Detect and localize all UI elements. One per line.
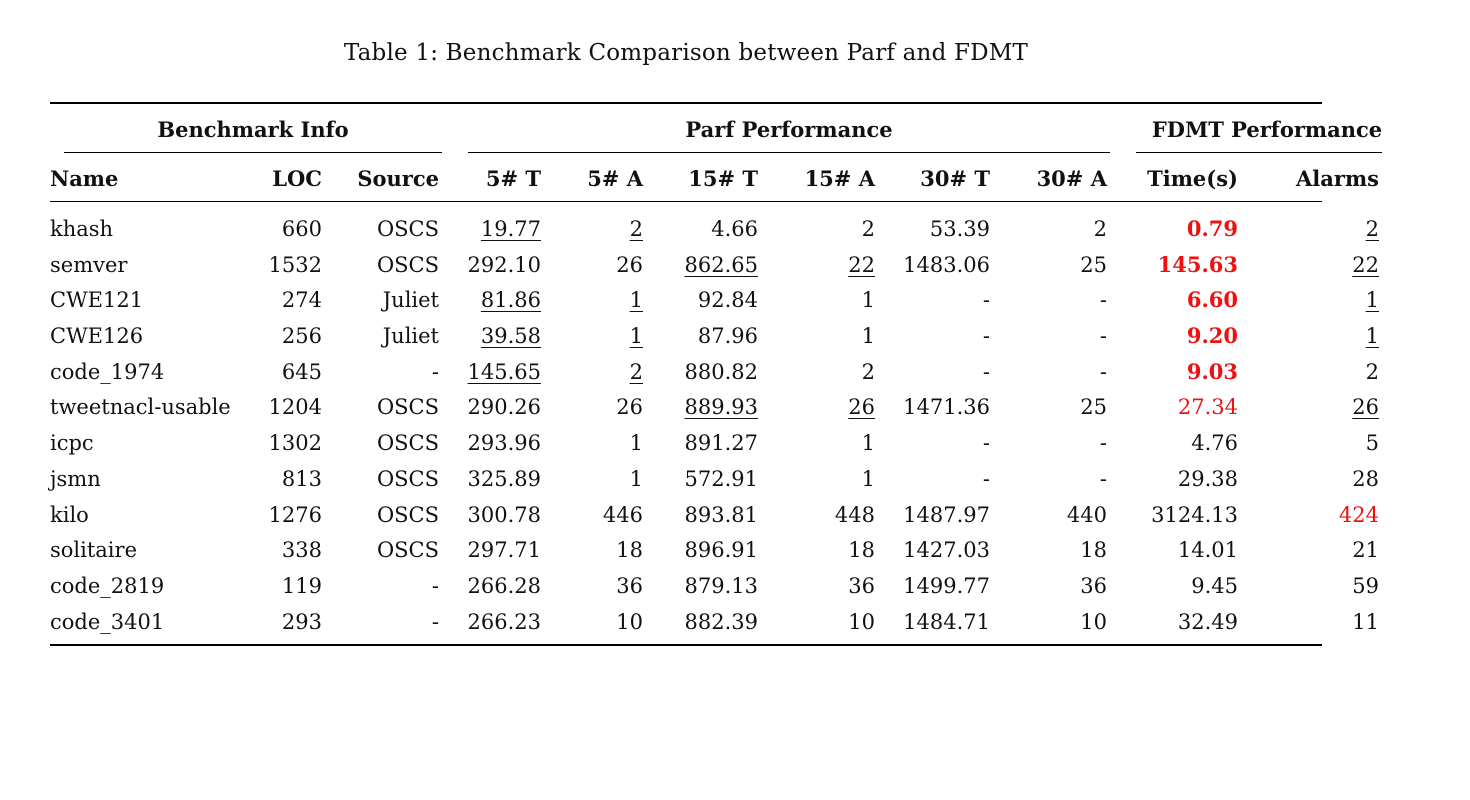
cell-15a xyxy=(770,389,875,425)
cell-value: 36 xyxy=(616,574,643,598)
cell-5a xyxy=(550,461,643,497)
cell-15t xyxy=(650,425,758,461)
cell-source xyxy=(330,211,439,247)
cell-value: OSCS xyxy=(376,431,439,455)
cell-time xyxy=(1120,568,1238,604)
cell-15a xyxy=(770,425,875,461)
cell-value: code_3401 xyxy=(50,610,165,634)
cell-value: - xyxy=(1099,431,1107,455)
cell-value: 1 xyxy=(861,324,875,348)
cell-15a xyxy=(770,282,875,318)
cell-30t xyxy=(880,425,990,461)
cell-value: 9.20 xyxy=(1186,323,1238,348)
cell-alarms xyxy=(1260,354,1379,390)
cell-value: 1427.03 xyxy=(903,538,990,562)
cell-name xyxy=(50,282,250,318)
cell-value: Juliet xyxy=(382,288,439,312)
cell-value: 5 xyxy=(1365,431,1379,455)
cell-5t xyxy=(440,425,541,461)
cell-time xyxy=(1120,497,1238,533)
cell-value: 26 xyxy=(616,253,643,277)
cell-value: - xyxy=(982,324,990,348)
cell-value: 9.03 xyxy=(1186,359,1238,384)
top-rule xyxy=(50,102,1322,104)
cell-source xyxy=(330,497,439,533)
cell-value: OSCS xyxy=(376,253,439,277)
cell-time xyxy=(1120,461,1238,497)
cell-30t xyxy=(880,318,990,354)
cell-value: - xyxy=(982,431,990,455)
cell-value: 274 xyxy=(281,288,322,312)
cell-name xyxy=(50,532,250,568)
cell-value: 300.78 xyxy=(467,503,541,527)
cell-30a xyxy=(1000,532,1107,568)
cell-value: 26 xyxy=(1352,395,1379,419)
cell-5a xyxy=(550,532,643,568)
cell-15t xyxy=(650,318,758,354)
cell-value: solitaire xyxy=(50,538,137,562)
cell-30a xyxy=(1000,497,1107,533)
group-rule-parf-performance xyxy=(468,152,1110,153)
cell-30a xyxy=(1000,318,1107,354)
column-header-15a: 15# A xyxy=(804,166,875,191)
cell-value: 645 xyxy=(281,360,322,384)
cell-30t xyxy=(880,354,990,390)
cell-value: 6.60 xyxy=(1186,287,1238,312)
cell-5t xyxy=(440,247,541,283)
cell-value: 290.26 xyxy=(467,395,541,419)
cell-30t xyxy=(880,247,990,283)
cell-value: 2 xyxy=(861,217,875,241)
cell-15a xyxy=(770,532,875,568)
cell-value: 10 xyxy=(616,610,643,634)
cell-value: - xyxy=(431,360,439,384)
cell-value: 14.01 xyxy=(1177,538,1238,562)
cell-15t xyxy=(650,497,758,533)
cell-value: CWE121 xyxy=(50,288,144,312)
cell-value: 29.38 xyxy=(1177,467,1238,491)
cell-name xyxy=(50,497,250,533)
cell-5a xyxy=(550,318,643,354)
cell-name xyxy=(50,568,250,604)
cell-source xyxy=(330,354,439,390)
cell-loc xyxy=(222,211,322,247)
cell-value: 1 xyxy=(861,431,875,455)
cell-value: 1487.97 xyxy=(903,503,990,527)
cell-alarms xyxy=(1260,568,1379,604)
cell-value: 21 xyxy=(1352,538,1379,562)
cell-value: 862.65 xyxy=(684,253,758,277)
cell-30a xyxy=(1000,461,1107,497)
cell-value: 293 xyxy=(281,610,322,634)
cell-value: 440 xyxy=(1066,503,1107,527)
cell-15t xyxy=(650,211,758,247)
cell-value: - xyxy=(1099,324,1107,348)
cell-value: 2 xyxy=(1365,360,1379,384)
cell-30a xyxy=(1000,568,1107,604)
cell-value: 660 xyxy=(281,217,322,241)
cell-value: 424 xyxy=(1338,503,1379,527)
cell-value: 26 xyxy=(848,395,875,419)
cell-value: 297.71 xyxy=(467,538,541,562)
cell-value: 1483.06 xyxy=(903,253,990,277)
cell-loc xyxy=(222,247,322,283)
cell-alarms xyxy=(1260,532,1379,568)
cell-15a xyxy=(770,354,875,390)
cell-value: 1276 xyxy=(268,503,322,527)
cell-value: semver xyxy=(50,253,128,277)
cell-value: 25 xyxy=(1080,395,1107,419)
cell-value: 18 xyxy=(616,538,643,562)
cell-value: 18 xyxy=(1080,538,1107,562)
cell-loc xyxy=(222,604,322,640)
cell-30t xyxy=(880,211,990,247)
cell-15a xyxy=(770,497,875,533)
cell-value: 28 xyxy=(1352,467,1379,491)
cell-value: 36 xyxy=(1080,574,1107,598)
cell-value: 266.28 xyxy=(467,574,541,598)
header-rule xyxy=(50,201,1322,202)
cell-5t xyxy=(440,532,541,568)
cell-15t xyxy=(650,389,758,425)
cell-source xyxy=(330,247,439,283)
cell-30t xyxy=(880,282,990,318)
cell-value: 26 xyxy=(616,395,643,419)
cell-value: 4.66 xyxy=(711,217,758,241)
cell-value: 92.84 xyxy=(697,288,758,312)
cell-value: 4.76 xyxy=(1191,431,1238,455)
cell-30t xyxy=(880,461,990,497)
cell-value: 145.63 xyxy=(1157,252,1238,277)
cell-value: 891.27 xyxy=(684,431,758,455)
cell-value: 9.45 xyxy=(1191,574,1238,598)
cell-value: 25 xyxy=(1080,253,1107,277)
cell-15t xyxy=(650,532,758,568)
cell-30a xyxy=(1000,604,1107,640)
column-header-15t: 15# T xyxy=(688,166,758,191)
column-header-loc: LOC xyxy=(272,166,322,191)
cell-value: 18 xyxy=(848,538,875,562)
cell-value: 879.13 xyxy=(684,574,758,598)
bottom-rule xyxy=(50,644,1322,646)
cell-time xyxy=(1120,211,1238,247)
cell-name xyxy=(50,247,250,283)
cell-name xyxy=(50,461,250,497)
cell-value: 3124.13 xyxy=(1151,503,1238,527)
cell-value: 1484.71 xyxy=(903,610,990,634)
cell-value: 10 xyxy=(848,610,875,634)
cell-value: 19.77 xyxy=(480,217,541,241)
cell-source xyxy=(330,532,439,568)
cell-15a xyxy=(770,461,875,497)
cell-value: 27.34 xyxy=(1177,395,1238,419)
cell-time xyxy=(1120,318,1238,354)
cell-loc xyxy=(222,318,322,354)
cell-30t xyxy=(880,568,990,604)
cell-15t xyxy=(650,354,758,390)
column-header-alarms: Alarms xyxy=(1296,166,1379,191)
cell-value: jsmn xyxy=(50,467,101,491)
cell-30a xyxy=(1000,282,1107,318)
cell-5t xyxy=(440,211,541,247)
cell-value: 87.96 xyxy=(697,324,758,348)
cell-value: 2 xyxy=(629,360,643,384)
cell-value: 2 xyxy=(1093,217,1107,241)
cell-value: 145.65 xyxy=(467,360,541,384)
cell-value: CWE126 xyxy=(50,324,144,348)
cell-value: 36 xyxy=(848,574,875,598)
cell-15a xyxy=(770,568,875,604)
group-header-parf-performance: Parf Performance xyxy=(685,117,893,142)
cell-value: - xyxy=(982,467,990,491)
cell-15a xyxy=(770,604,875,640)
cell-value: OSCS xyxy=(376,503,439,527)
cell-value: 0.79 xyxy=(1186,216,1238,241)
cell-value: 882.39 xyxy=(684,610,758,634)
cell-value: code_1974 xyxy=(50,360,165,384)
column-header-30t: 30# T xyxy=(920,166,990,191)
cell-value: 119 xyxy=(281,574,322,598)
cell-value: icpc xyxy=(50,431,94,455)
cell-5a xyxy=(550,354,643,390)
cell-value: 325.89 xyxy=(467,467,541,491)
cell-5t xyxy=(440,282,541,318)
cell-time xyxy=(1120,354,1238,390)
cell-value: - xyxy=(982,360,990,384)
cell-value: 446 xyxy=(602,503,643,527)
cell-value: 11 xyxy=(1352,610,1379,634)
cell-value: 1 xyxy=(1365,324,1379,348)
cell-value: 256 xyxy=(281,324,322,348)
cell-alarms xyxy=(1260,282,1379,318)
cell-alarms xyxy=(1260,425,1379,461)
cell-loc xyxy=(222,532,322,568)
group-rule-benchmark-info xyxy=(64,152,442,153)
cell-value: 10 xyxy=(1080,610,1107,634)
cell-5a xyxy=(550,282,643,318)
cell-source xyxy=(330,282,439,318)
cell-alarms xyxy=(1260,604,1379,640)
cell-15t xyxy=(650,282,758,318)
cell-5t xyxy=(440,461,541,497)
cell-value: 2 xyxy=(629,217,643,241)
cell-loc xyxy=(222,282,322,318)
cell-15t xyxy=(650,568,758,604)
cell-time xyxy=(1120,425,1238,461)
cell-30t xyxy=(880,532,990,568)
cell-value: 1 xyxy=(861,467,875,491)
cell-30t xyxy=(880,497,990,533)
cell-15t xyxy=(650,604,758,640)
cell-30t xyxy=(880,604,990,640)
cell-value: code_2819 xyxy=(50,574,165,598)
cell-loc xyxy=(222,354,322,390)
cell-source xyxy=(330,425,439,461)
cell-value: 81.86 xyxy=(480,288,541,312)
cell-5a xyxy=(550,211,643,247)
cell-time xyxy=(1120,282,1238,318)
cell-value: 1471.36 xyxy=(903,395,990,419)
column-header-30a: 30# A xyxy=(1036,166,1107,191)
cell-15t xyxy=(650,461,758,497)
column-header-name: Name xyxy=(50,166,119,191)
cell-value: OSCS xyxy=(376,395,439,419)
column-header-5t: 5# T xyxy=(485,166,541,191)
cell-value: 1302 xyxy=(268,431,322,455)
cell-value: - xyxy=(982,288,990,312)
cell-value: OSCS xyxy=(376,217,439,241)
cell-value: 2 xyxy=(1365,217,1379,241)
cell-30t xyxy=(880,389,990,425)
cell-value: 1 xyxy=(629,288,643,312)
cell-alarms xyxy=(1260,318,1379,354)
cell-value: 53.39 xyxy=(929,217,990,241)
cell-30a xyxy=(1000,211,1107,247)
cell-value: 2 xyxy=(861,360,875,384)
cell-value: 896.91 xyxy=(684,538,758,562)
cell-5t xyxy=(440,354,541,390)
cell-time xyxy=(1120,532,1238,568)
cell-30a xyxy=(1000,389,1107,425)
cell-source xyxy=(330,604,439,640)
cell-value: 1 xyxy=(1365,288,1379,312)
cell-value: Juliet xyxy=(382,324,439,348)
cell-source xyxy=(330,568,439,604)
cell-alarms xyxy=(1260,461,1379,497)
cell-time xyxy=(1120,247,1238,283)
cell-source xyxy=(330,461,439,497)
cell-30a xyxy=(1000,247,1107,283)
cell-value: - xyxy=(431,610,439,634)
cell-value: 1532 xyxy=(268,253,322,277)
cell-name xyxy=(50,354,250,390)
group-header-fdmt-performance: FDMT Performance xyxy=(1151,117,1383,142)
cell-5a xyxy=(550,425,643,461)
cell-value: 1 xyxy=(629,431,643,455)
cell-loc xyxy=(222,568,322,604)
cell-name xyxy=(50,604,250,640)
cell-value: 889.93 xyxy=(684,395,758,419)
cell-loc xyxy=(222,497,322,533)
cell-name xyxy=(50,425,250,461)
cell-5t xyxy=(440,318,541,354)
cell-5a xyxy=(550,247,643,283)
cell-5a xyxy=(550,568,643,604)
cell-value: kilo xyxy=(50,503,89,527)
cell-name xyxy=(50,318,250,354)
cell-value: OSCS xyxy=(376,538,439,562)
cell-value: 1 xyxy=(629,467,643,491)
cell-value: 59 xyxy=(1352,574,1379,598)
cell-15a xyxy=(770,247,875,283)
cell-value: 39.58 xyxy=(480,324,541,348)
cell-alarms xyxy=(1260,247,1379,283)
cell-value: 338 xyxy=(281,538,322,562)
group-header-benchmark-info: Benchmark Info xyxy=(157,117,349,142)
cell-value: 292.10 xyxy=(467,253,541,277)
cell-value: 32.49 xyxy=(1177,610,1238,634)
cell-name xyxy=(50,389,250,425)
cell-value: 448 xyxy=(834,503,875,527)
cell-15a xyxy=(770,318,875,354)
cell-loc xyxy=(222,461,322,497)
cell-value: - xyxy=(1099,467,1107,491)
cell-5t xyxy=(440,568,541,604)
cell-alarms xyxy=(1260,497,1379,533)
cell-value: 22 xyxy=(1352,253,1379,277)
cell-value: khash xyxy=(50,217,114,241)
cell-value: tweetnacl-usable xyxy=(50,395,231,419)
cell-value: 1 xyxy=(629,324,643,348)
cell-value: - xyxy=(1099,360,1107,384)
cell-value: 22 xyxy=(848,253,875,277)
cell-5a xyxy=(550,604,643,640)
cell-alarms xyxy=(1260,389,1379,425)
cell-30a xyxy=(1000,354,1107,390)
cell-30a xyxy=(1000,425,1107,461)
cell-15t xyxy=(650,247,758,283)
cell-loc xyxy=(222,425,322,461)
group-rule-fdmt-performance xyxy=(1136,152,1382,153)
cell-value: 293.96 xyxy=(467,431,541,455)
column-header-5a: 5# A xyxy=(587,166,643,191)
table-caption: Table 1: Benchmark Comparison between Parf and FDMT xyxy=(343,40,1029,66)
cell-name xyxy=(50,211,250,247)
cell-time xyxy=(1120,389,1238,425)
cell-value: 266.23 xyxy=(467,610,541,634)
cell-value: - xyxy=(1099,288,1107,312)
cell-value: 813 xyxy=(281,467,322,491)
cell-time xyxy=(1120,604,1238,640)
cell-5a xyxy=(550,497,643,533)
cell-5a xyxy=(550,389,643,425)
cell-value: 1499.77 xyxy=(903,574,990,598)
cell-value: - xyxy=(431,574,439,598)
cell-value: 880.82 xyxy=(684,360,758,384)
cell-15a xyxy=(770,211,875,247)
cell-value: 893.81 xyxy=(684,503,758,527)
column-header-source: Source xyxy=(357,166,439,191)
cell-5t xyxy=(440,497,541,533)
column-header-time: Time(s) xyxy=(1147,166,1238,191)
cell-loc xyxy=(222,389,322,425)
cell-source xyxy=(330,318,439,354)
cell-value: 572.91 xyxy=(684,467,758,491)
cell-5t xyxy=(440,604,541,640)
cell-5t xyxy=(440,389,541,425)
cell-alarms xyxy=(1260,211,1379,247)
cell-source xyxy=(330,389,439,425)
cell-value: 1 xyxy=(861,288,875,312)
cell-value: 1204 xyxy=(268,395,322,419)
cell-value: OSCS xyxy=(376,467,439,491)
